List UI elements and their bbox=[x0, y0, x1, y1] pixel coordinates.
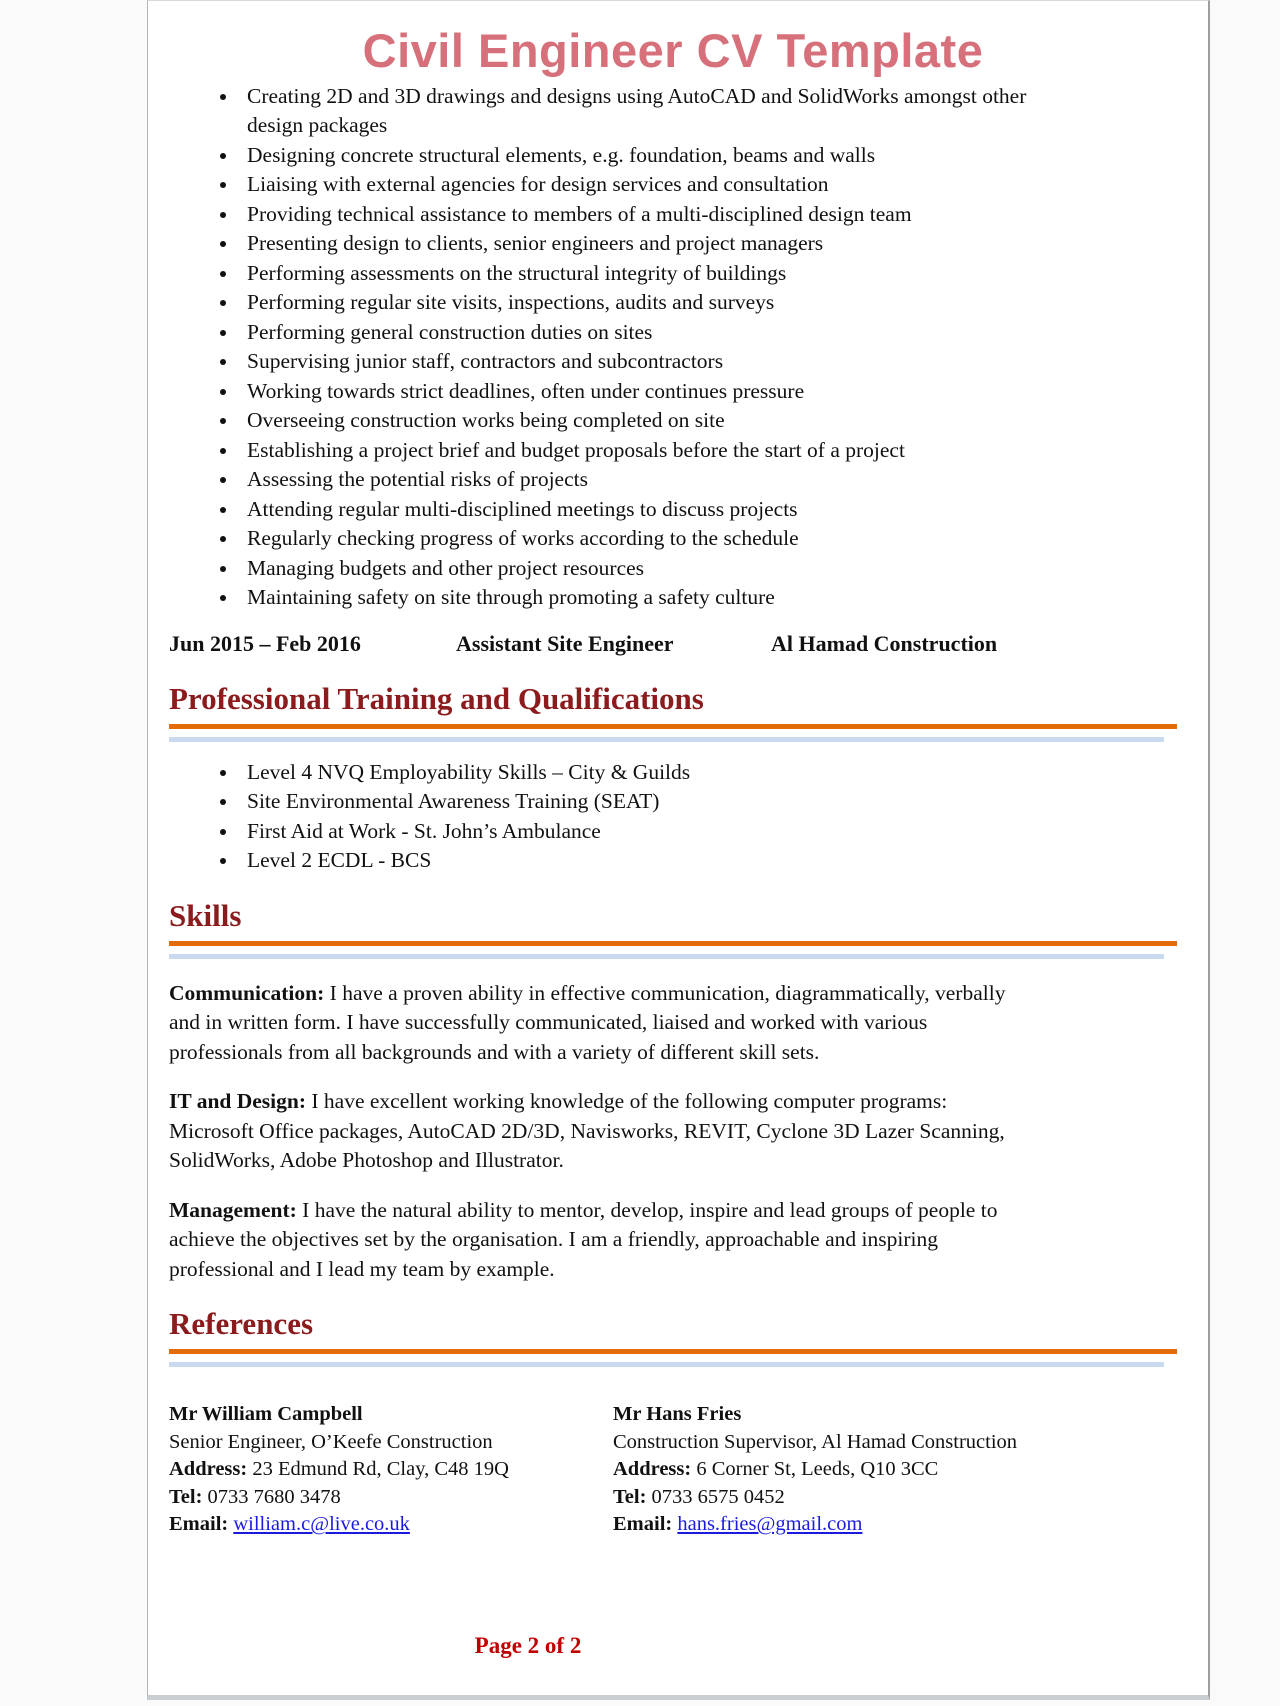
skill-label: Communication: bbox=[169, 980, 325, 1005]
skill-label: IT and Design: bbox=[169, 1089, 307, 1114]
reference-tel bbox=[613, 1484, 1177, 1512]
list-item: • Performing general construction duties on sites bbox=[239, 318, 1079, 348]
address-value: 6 Corner St, Leeds, Q10 3CC bbox=[696, 1458, 939, 1481]
section-divider-blue bbox=[169, 954, 1164, 959]
experience-role: Assistant Site Engineer bbox=[456, 630, 674, 656]
duties-list bbox=[169, 82, 1177, 613]
reference-email bbox=[169, 1511, 613, 1539]
reference-role: Senior Engineer, O’Keefe Construction bbox=[169, 1430, 493, 1453]
list-item: • Designing concrete structural elements, e.g. foundation, beams and walls bbox=[239, 141, 1079, 171]
section-divider-orange bbox=[169, 941, 1177, 946]
address-label: Address: bbox=[169, 1458, 248, 1481]
qualifications-list bbox=[169, 758, 1177, 876]
section-divider-blue bbox=[169, 1362, 1164, 1367]
tel-value: 0733 6575 0452 bbox=[651, 1485, 785, 1508]
email-label: Email: bbox=[169, 1513, 229, 1536]
reference-role: Construction Supervisor, Al Hamad Construction bbox=[613, 1430, 1018, 1453]
list-item: • Regularly checking progress of works according to the schedule bbox=[239, 524, 1079, 554]
skill-text: I have excellent working knowledge of the following computer programs: Microsoft Office packages, AutoCAD 2D/3D, Navisworks, REVIT, Cyclone 3D Lazer Scanning, SolidWorks, Adobe Photoshop and Illustrator. bbox=[169, 1089, 1005, 1173]
section-heading-training: Professional Training and Qualifications bbox=[169, 680, 704, 716]
list-item: • Maintaining safety on site through promoting a safety culture bbox=[239, 583, 1079, 613]
skill-paragraph-communication bbox=[169, 979, 1007, 1068]
list-item: • First Aid at Work - St. John’s Ambulance bbox=[239, 817, 1079, 847]
list-item: • Liaising with external agencies for design services and consultation bbox=[239, 170, 1079, 200]
tel-label: Tel: bbox=[169, 1485, 203, 1508]
page-number-footer: Page 2 of 2 bbox=[474, 1633, 582, 1658]
email-link[interactable]: hans.fries@gmail.com bbox=[677, 1513, 863, 1536]
email-label: Email: bbox=[613, 1513, 673, 1536]
list-item: • Attending regular multi-disciplined meetings to discuss projects bbox=[239, 495, 1079, 525]
list-item: • Presenting design to clients, senior engineers and project managers bbox=[239, 229, 1079, 259]
page-title: Civil Engineer CV Template bbox=[362, 24, 984, 77]
list-item: • Level 2 ECDL - BCS bbox=[239, 846, 1079, 876]
reference-tel bbox=[169, 1484, 613, 1512]
reference-address bbox=[613, 1456, 1177, 1484]
experience-dates: Jun 2015 – Feb 2016 bbox=[169, 630, 361, 656]
skill-paragraph-management bbox=[169, 1196, 1007, 1285]
section-divider-orange bbox=[169, 724, 1177, 729]
reference-email bbox=[613, 1511, 1177, 1539]
section-heading-references: References bbox=[169, 1306, 314, 1342]
list-item: • Providing technical assistance to members of a multi-disciplined design team bbox=[239, 200, 1079, 230]
experience-company: Al Hamad Construction bbox=[771, 630, 998, 656]
cv-page bbox=[147, 0, 1210, 1700]
address-value: 23 Edmund Rd, Clay, C48 19Q bbox=[252, 1458, 509, 1481]
list-item: • Managing budgets and other project resources bbox=[239, 554, 1079, 584]
email-link[interactable]: william.c@live.co.uk bbox=[233, 1513, 410, 1536]
list-item: • Performing regular site visits, inspections, audits and surveys bbox=[239, 288, 1079, 318]
address-label: Address: bbox=[613, 1458, 692, 1481]
reference-address bbox=[169, 1456, 613, 1484]
tel-value: 0733 7680 3478 bbox=[207, 1485, 341, 1508]
list-item: • Establishing a project brief and budget proposals before the start of a project bbox=[239, 436, 1079, 466]
list-item: • Supervising junior staff, contractors and subcontractors bbox=[239, 347, 1079, 377]
list-item: • Performing assessments on the structural integrity of buildings bbox=[239, 259, 1079, 289]
tel-label: Tel: bbox=[613, 1485, 647, 1508]
list-item: • Level 4 NVQ Employability Skills – City & Guilds bbox=[239, 758, 1079, 788]
section-divider-orange bbox=[169, 1349, 1177, 1354]
section-divider-blue bbox=[169, 737, 1164, 742]
experience-row bbox=[169, 629, 1177, 659]
reference-contact bbox=[613, 1401, 1177, 1539]
list-item: • Assessing the potential risks of projects bbox=[239, 465, 1079, 495]
skill-label: Management: bbox=[169, 1197, 297, 1222]
list-item: • Overseeing construction works being completed on site bbox=[239, 406, 1079, 436]
list-item: • Creating 2D and 3D drawings and designs using AutoCAD and SolidWorks amongst other design packages bbox=[239, 82, 1079, 141]
reference-contact bbox=[169, 1401, 613, 1539]
reference-name: Mr Hans Fries bbox=[613, 1403, 742, 1426]
section-heading-skills: Skills bbox=[169, 897, 242, 933]
skill-paragraph-it-design bbox=[169, 1087, 1007, 1176]
list-item: • Site Environmental Awareness Training (SEAT) bbox=[239, 787, 1079, 817]
skill-text: I have a proven ability in effective communication, diagrammatically, verbally and in written form. I have successfully communicated, liaised and worked with various professionals from all backgrounds and with a variety of different skill sets. bbox=[169, 980, 1006, 1064]
list-item: • Working towards strict deadlines, often under continues pressure bbox=[239, 377, 1079, 407]
references-block bbox=[169, 1401, 1177, 1539]
reference-name: Mr William Campbell bbox=[169, 1403, 363, 1426]
skill-text: I have the natural ability to mentor, develop, inspire and lead groups of people to achieve the objectives set by the organisation. I am a friendly, approachable and inspiring professional and I lead my team by example. bbox=[169, 1197, 998, 1281]
